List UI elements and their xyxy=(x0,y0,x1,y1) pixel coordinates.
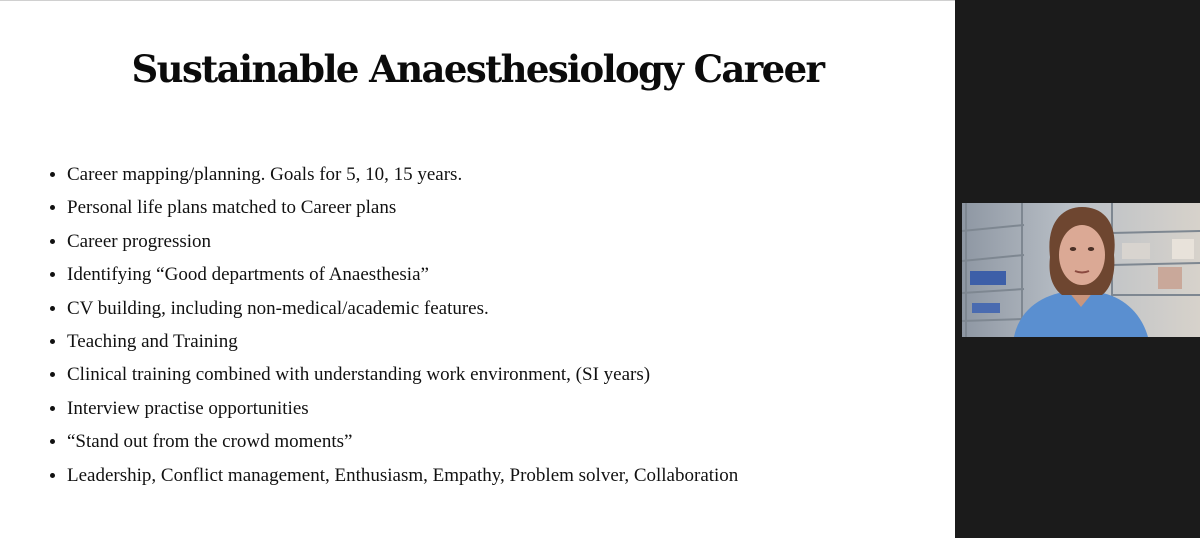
bullet-dot xyxy=(50,372,55,377)
bullet-text: Teaching and Training xyxy=(67,330,238,352)
bullet-text: Interview practise opportunities xyxy=(67,397,309,419)
bullet-item xyxy=(48,358,738,391)
supply-box xyxy=(1172,239,1194,259)
participant-video-tile[interactable] xyxy=(962,203,1200,337)
bullet-dot xyxy=(50,406,55,411)
bullet-dot xyxy=(50,439,55,444)
bullet-dot xyxy=(50,306,55,311)
bullet-text: Clinical training combined with understanding work environment, (SI years) xyxy=(67,364,651,386)
bullet-item xyxy=(48,392,738,425)
eye xyxy=(1088,247,1094,251)
bullet-list xyxy=(48,158,738,492)
bullet-dot xyxy=(50,473,55,478)
bullet-text: Identifying “Good departments of Anaesthesia” xyxy=(67,264,429,286)
bullet-text: “Stand out from the crowd moments” xyxy=(67,431,353,453)
bullet-item xyxy=(48,191,738,224)
bullet-dot xyxy=(50,172,55,177)
bullet-item xyxy=(48,158,738,191)
supply-box xyxy=(1158,267,1182,289)
bullet-text: Career mapping/planning. Goals for 5, 10, 15 years. xyxy=(67,164,463,185)
bullet-dot xyxy=(50,339,55,344)
bullet-text: CV building, including non-medical/academic features. xyxy=(67,297,489,319)
bullet-item xyxy=(48,459,738,492)
bullet-item xyxy=(48,225,738,258)
blue-supply-box xyxy=(972,303,1000,313)
blue-supply-box xyxy=(970,271,1006,285)
bullet-text: Career progression xyxy=(67,230,212,252)
bullet-dot xyxy=(50,239,55,244)
bullet-item xyxy=(48,425,738,458)
bullet-item xyxy=(48,292,738,325)
face xyxy=(1059,225,1105,285)
bullet-text: Leadership, Conflict management, Enthusiasm, Empathy, Problem solver, Collaboration xyxy=(67,464,739,486)
bullet-text: Personal life plans matched to Career plans xyxy=(67,197,397,219)
supply-box xyxy=(1122,243,1150,259)
presenter-video xyxy=(962,203,1200,337)
bullet-item xyxy=(48,325,738,358)
bullet-item xyxy=(48,258,738,291)
bullet-dot xyxy=(50,205,55,210)
eye xyxy=(1070,247,1076,251)
slide-title: Sustainable Anaesthesiology Career xyxy=(131,47,824,91)
bullet-dot xyxy=(50,272,55,277)
